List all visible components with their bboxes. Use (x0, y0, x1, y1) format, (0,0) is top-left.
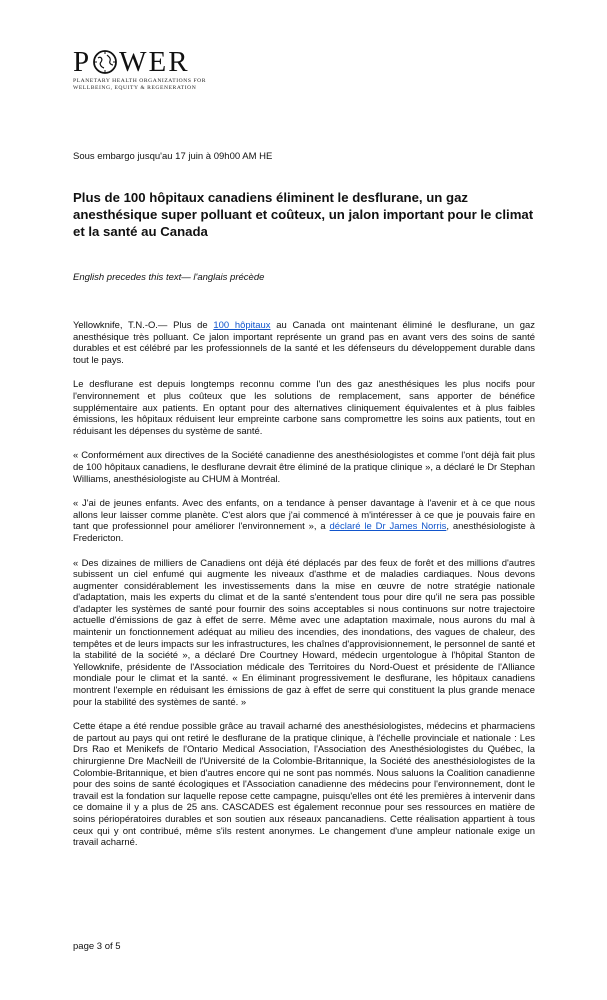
logo-letters-wer: WER (119, 46, 190, 78)
paragraph-intro-start: Yellowknife, T.N.-O.— Plus de (73, 320, 214, 331)
page-number: page 3 of 5 (73, 941, 121, 952)
paragraph-quote-howard: « Des dizaines de milliers de Canadiens ont déjà été déplacés par des feux de forêt et des millions d'autres subissent un ciel enfumé qui augmente les niveaux d'asthme et de maladies cardiaques. Nous devons augmenter considérablement les investissements dans la mise en œuvre de notre stratégie nationale d'adaptation, mais les experts du climat et de la santé s'entendent tous pour dire qu'il ne sera pas possible d'adapter les systèmes de santé pour fournir des soins acceptables si nous continuons sur notre trajectoire actuelle d'émissions de gaz à effet de serre. Même avec une adaptation maximale, nous aurons du mal à maintenir un fonctionnement adéquat au milieu des incendies, des inondations, des vagues de chaleur, des tempêtes et de leurs impacts sur les infrastructures, les chaînes d'approvisionnement, le personnel de santé et la stabilité de la société », a déclaré Dre Courtney Howard, médecin urgentologue à l'hôpital Stanton de Yellowknife, présidente de l'Association médicale des Territoires du Nord-Ouest et présidente de l'Alliance mondiale pour le climat et la santé. « En éliminant progressivement le desflurane, les hôpitaux canadiens montrent l'exemple en réduisant les émissions de gaz à effet de serre qui constituent la plus grande menace pour la stabilité des systèmes de santé. » (73, 557, 535, 708)
logo-letter-p: P (73, 46, 92, 78)
power-logo (73, 48, 253, 92)
paragraph-intro (73, 320, 535, 366)
paragraph-acknowledgements: Cette étape a été rendue possible grâce au travail acharné des anesthésiologistes, médecins et pharmaciens de partout au pays qui ont retiré le desflurane de la pratique clinique, à l'échelle provinciale et nationale : Les Drs Rao et Menikefs de l'Ontario Medical Association, l'Association des Anesthésiologistes du Québec, la chirurgienne Dre MacNeill de l'Université de la Colombie-Britannique, la Société des anesthésiologistes de la Colombie-Britannique, et bien d'autres encore qui ne sont pas nommés. Nous saluons la Coalition canadienne pour des soins de santé écologiques et l'Association canadienne des médecins pour l'environnement, dont le travail est la fondation sur laquelle repose cette campagne, puisqu'elles ont été les premières à intervenir dans ce domaine il y a plus de 25 ans. CASCADES est également reconnue pour ses ressources en matière de soins périopératoires durables et son soutien aux réseaux pancanadiens. Cette réalisation appartient à tous ceux qui y ont contribué, même s'ils restent anonymes. Le changement d'une ampleur nationale exige un travail acharné. (73, 721, 535, 849)
logo-tagline-line2: WELLBEING, EQUITY & REGENERATION (73, 85, 197, 91)
logo-tagline-line1: PLANETARY HEALTH ORGANIZATIONS FOR (73, 78, 206, 84)
paragraph-norris-start: « J'ai de jeunes enfants. Avec des enfants, on a tendance à penser davantage à l'avenir et à ce que nous allons leur laisser comme planète. C'est alors que j'ai commencé à m'intéresser à ce que je pouvais faire en tant que professionnel pour améliorer l'environnement », a (73, 498, 535, 533)
logo-tagline (73, 78, 253, 92)
press-release-headline: Plus de 100 hôpitaux canadiens éliminent le desflurane, un gaz anesthésique super polluant et coûteux, un jalon important pour le climat et la santé au Canada (73, 190, 534, 239)
paragraph-norris-end: , anesthésiologiste à Fredericton. (73, 521, 535, 544)
logo-wordmark (73, 48, 253, 76)
language-note: English precedes this text— l'anglais précède (73, 272, 265, 283)
paragraph-quote-williams: « Conformément aux directives de la Société canadienne des anesthésiologistes et comme l'ont déjà fait plus de 100 hôpitaux canadiens, le desflurane devrait être éliminé de la pratique clinique », a déclaré le Dr Stephan Williams, anesthésiologiste au CHUM à Montréal. (73, 450, 535, 485)
paragraph-desflurane: Le desflurane est depuis longtemps reconnu comme l'un des gaz anesthésiques les plus nocifs pour l'environnement et plus coûteux que les solutions de remplacement, sans apporter de bénéfice supplémentaire aux patients. En optant pour des alternatives cliniquement équivalentes et à plus faibles émissions, les hôpitaux réduisent leur empreinte carbone sans compromettre les soins aux patients, tout en réduisant les dépenses du système de santé. (73, 379, 535, 437)
paragraph-intro-end: au Canada ont maintenant éliminé le desflurane, un gaz anesthésique très polluant. Ce jalon important représente un grand pas en avant vers des soins de santé durables et est célébré par les professionnels de la santé et les défenseurs du développement durable dans tout le pays. (73, 320, 536, 366)
globe-icon (92, 49, 118, 75)
hospitals-link[interactable]: 100 hôpitaux (213, 320, 271, 331)
paragraph-quote-norris (73, 498, 535, 544)
article-body (73, 320, 535, 862)
embargo-notice: Sous embargo jusqu'au 17 juin à 09h00 AM HE (73, 151, 273, 162)
norris-link[interactable]: déclaré le Dr James Norris (329, 521, 447, 533)
